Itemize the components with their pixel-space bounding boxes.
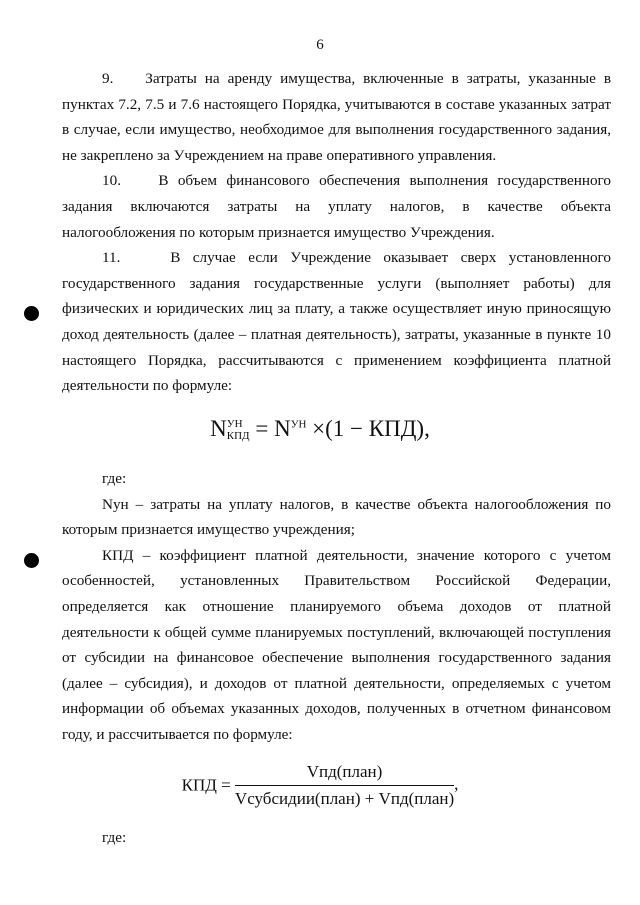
definition-kpd: КПД – коэффициент платной деятельности, значение которого с учетом особенностей, установленных Правительством Российской Федерации, определяется как отношение планируемого объема доходов от платной деятельности к общей сумме планируемых поступлений, включающей поступления от субсидии на финансовое обеспечение выполнения государственного задания (далее – субсидия), и доходов от платной деятельности, определяемых с учетом информации об объемах указанных доходов, полученных в отчетном финансовом году, и рассчитывается по формуле: bbox=[62, 546, 611, 743]
where-label-1: где: bbox=[102, 470, 127, 487]
formula2-denominator: Vсубсидии(план) + Vпд(план) bbox=[234, 789, 455, 808]
closing-block bbox=[62, 825, 611, 851]
paragraph-9-block bbox=[62, 66, 611, 399]
formula2-tail: , bbox=[454, 774, 459, 794]
formula1-lhs-indices bbox=[227, 419, 250, 442]
formula2-numerator: Vпд(план) bbox=[235, 762, 454, 786]
formula1-rhs-tail: ×(1 − КПД), bbox=[306, 416, 430, 441]
punch-hole-mark-bottom bbox=[24, 553, 39, 568]
formula1-equals: = bbox=[249, 416, 275, 441]
formula2-fraction bbox=[235, 762, 454, 809]
formula1-rhs-sup: УН bbox=[290, 418, 307, 431]
formula-n-kpd bbox=[0, 416, 640, 442]
definition-nun: Nун – затраты на уплату налогов, в качестве объекта налогообложения по которым признается имущество учреждения; bbox=[62, 495, 611, 539]
formula1-lhs-sup: УН bbox=[226, 418, 243, 431]
paragraph-11: 11. В случае если Учреждение оказывает сверх установленного государственного задания государственные услуги (выполняет работы) для физических и юридических лиц за плату, а также осуществляет иную приносящую доход деятельность (далее – платная деятельность), затраты, указанные в пункте 10 настоящего Порядка, рассчитываются с применением коэффициента платной деятельности по формуле: bbox=[62, 249, 611, 395]
formula1-lhs-base: N bbox=[210, 416, 227, 441]
punch-hole-mark-top bbox=[24, 306, 39, 321]
paragraph-9: 9. Затраты на аренду имущества, включенные в затраты, указанные в пунктах 7.2, 7.5 и 7.6 настоящего Порядка, учитываются в составе указанных затрат в случае, если имущество, необходимое для выполнения государственного задания, не закреплено за Учреждением на праве оперативного управления. bbox=[62, 70, 611, 164]
paragraph-10: 10. В объем финансового обеспечения выполнения государственного задания включаются затраты на уплату налогов, в качестве объекта налогообложения по которым признается имущество Учреждения. bbox=[62, 172, 611, 241]
formula1-lhs-sub: КПД bbox=[226, 430, 250, 443]
definitions-block bbox=[62, 466, 611, 748]
formula1-rhs-base: N bbox=[274, 416, 291, 441]
page-number: 6 bbox=[316, 37, 324, 53]
formula-kpd bbox=[0, 762, 640, 809]
formula2-lhs: КПД = bbox=[181, 775, 235, 795]
where-label-2: где: bbox=[102, 829, 127, 846]
